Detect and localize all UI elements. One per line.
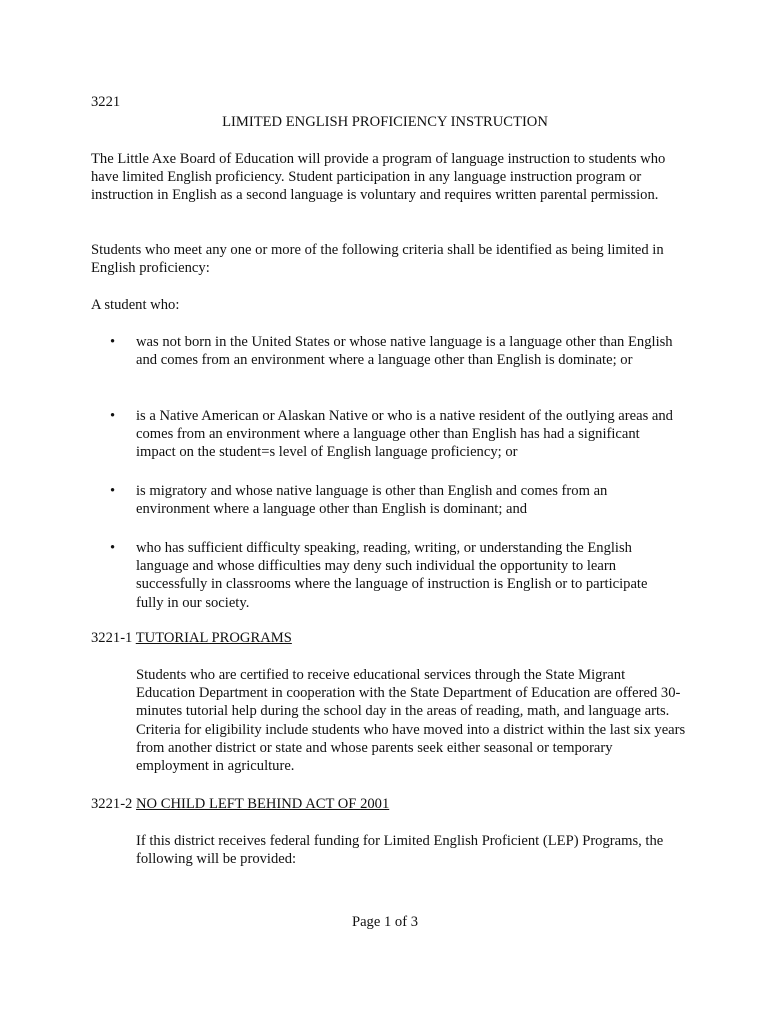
student-who-label: A student who: bbox=[91, 297, 180, 313]
intro-paragraph: The Little Axe Board of Education will provide a program of language instruction to students who have limited English proficiency. Student participation in any language instruction program or instruction in English as a second language is voluntary and requires written parental permission. bbox=[91, 151, 666, 204]
list-item-text: was not born in the United States or whose native language is a language other than English and comes from an environment where a language other than English is dominate; or bbox=[136, 334, 673, 369]
section-number: 3221-1 bbox=[91, 630, 133, 646]
section-number: 3221-2 bbox=[91, 796, 133, 812]
bullet-icon: • bbox=[110, 408, 116, 424]
bullet-icon: • bbox=[110, 483, 116, 499]
section-heading bbox=[91, 629, 292, 647]
document-title: LIMITED ENGLISH PROFICIENCY INSTRUCTION bbox=[222, 114, 548, 130]
policy-number: 3221 bbox=[91, 94, 121, 110]
bullet-icon: • bbox=[110, 540, 116, 556]
criteria-intro-paragraph: Students who meet any one or more of the following criteria shall be identified as being limited in English proficiency: bbox=[91, 242, 664, 277]
section-title: TUTORIAL PROGRAMS bbox=[135, 630, 292, 646]
page-footer: Page 1 of 3 bbox=[351, 914, 419, 930]
section-body: If this district receives federal funding for Limited English Proficient (LEP) Programs, the following will be provided: bbox=[136, 833, 664, 868]
list-item-text: is migratory and whose native language is other than English and comes from an environment where a language other than English is dominant; and bbox=[136, 483, 608, 518]
bullet-icon: • bbox=[110, 334, 116, 350]
section-title: NO CHILD LEFT BEHIND ACT OF 2001 bbox=[136, 796, 390, 812]
list-item-text: is a Native American or Alaskan Native or who is a native resident of the outlying areas and comes from an environment where a language other than English has had a significant impact on the student=s level of English language proficiency; or bbox=[136, 408, 673, 461]
section-body: Students who are certified to receive educational services through the State Migrant Education Department in cooperation with the State Department of Education are offered 30-minutes tutorial help during the school day in the areas of reading, math, and language arts. Criteria for eligibility include students who have moved into a district within the last six years from another district or state and whose parents seek either seasonal or temporary employment in agriculture. bbox=[136, 667, 686, 775]
list-item-text: who has sufficient difficulty speaking, reading, writing, or understanding the English language and whose difficulties may deny such individual the opportunity to learn successfully in classrooms where the language of instruction is English or to participate fully in our society. bbox=[136, 540, 648, 611]
section-heading bbox=[91, 795, 389, 813]
